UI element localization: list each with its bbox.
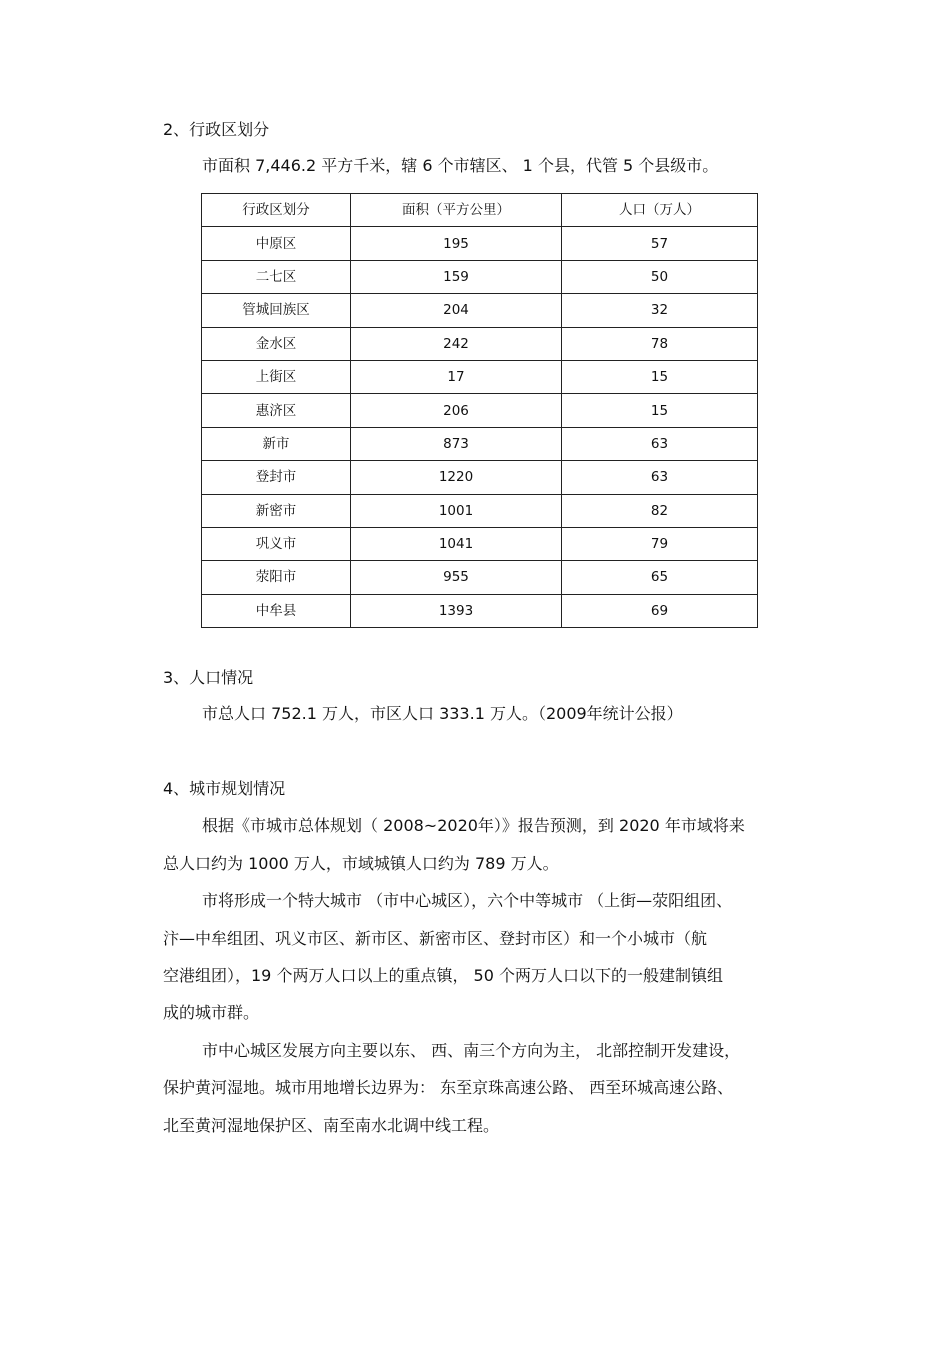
cell-district: 登封市	[202, 461, 351, 494]
table-row	[202, 260, 758, 293]
planning-paragraph-3-line: 保护黄河湿地。城市用地增长边界为： 东至京珠高速公路、 西至环城高速公路、	[163, 1078, 734, 1097]
planning-paragraph-1-line: 总人口约为 1000 万人，市域城镇人口约为 789 万人。	[163, 854, 559, 873]
cell-area: 242	[351, 327, 562, 360]
table-row	[202, 294, 758, 327]
column-header-district: 行政区划分	[202, 194, 351, 227]
cell-population: 63	[562, 461, 758, 494]
cell-district: 二七区	[202, 260, 351, 293]
district-table	[201, 193, 758, 628]
cell-area: 206	[351, 394, 562, 427]
section-3-heading: 3、人口情况	[163, 668, 254, 687]
section-2-heading: 2、行政区划分	[163, 120, 270, 139]
cell-district: 管城回族区	[202, 294, 351, 327]
planning-paragraph-2-line: 成的城市群。	[163, 1003, 260, 1022]
cell-area: 204	[351, 294, 562, 327]
table-row	[202, 360, 758, 393]
table-row	[202, 427, 758, 460]
cell-population: 82	[562, 494, 758, 527]
cell-district: 新市	[202, 427, 351, 460]
table-header-row	[202, 194, 758, 227]
cell-area: 195	[351, 227, 562, 260]
cell-district: 巩义市	[202, 527, 351, 560]
planning-paragraph-3-line: 市中心城区发展方向主要以东、 西、南三个方向为主， 北部控制开发建设，	[202, 1041, 741, 1060]
cell-population: 69	[562, 594, 758, 627]
cell-population: 50	[562, 260, 758, 293]
cell-population: 32	[562, 294, 758, 327]
cell-area: 1041	[351, 527, 562, 560]
table-row	[202, 494, 758, 527]
cell-area: 1001	[351, 494, 562, 527]
cell-area: 159	[351, 260, 562, 293]
area-summary: 市面积 7,446.2 平方千米，辖 6 个市辖区、 1 个县，代管 5 个县级市。	[202, 156, 719, 175]
planning-paragraph-2-line: 市将形成一个特大城市 （市中心城区），六个中等城市 （上街—荥阳组团、	[202, 891, 733, 910]
table-row	[202, 394, 758, 427]
cell-population: 63	[562, 427, 758, 460]
table-row	[202, 527, 758, 560]
planning-paragraph-2-line: 空港组团），19 个两万人口以上的重点镇， 50 个两万人口以下的一般建制镇组	[163, 966, 723, 985]
table-row	[202, 227, 758, 260]
section-4-heading: 4、城市规划情况	[163, 779, 286, 798]
table-row	[202, 594, 758, 627]
planning-paragraph-2-line: 汴—中牟组团、巩义市区、新市区、新密市区、登封市区）和一个小城市（航	[163, 929, 708, 948]
cell-district: 荥阳市	[202, 561, 351, 594]
column-header-area: 面积（平方公里）	[351, 194, 562, 227]
population-summary: 市总人口 752.1 万人，市区人口 333.1 万人。（2009年统计公报）	[202, 704, 683, 723]
cell-district: 金水区	[202, 327, 351, 360]
cell-area: 17	[351, 360, 562, 393]
column-header-population: 人口（万人）	[562, 194, 758, 227]
cell-population: 57	[562, 227, 758, 260]
table-row	[202, 327, 758, 360]
cell-population: 15	[562, 360, 758, 393]
planning-paragraph-1-line: 根据《市城市总体规划（ 2008~2020年）》报告预测，到 2020 年市域将来	[202, 816, 745, 835]
cell-district: 新密市	[202, 494, 351, 527]
cell-district: 上街区	[202, 360, 351, 393]
cell-area: 1220	[351, 461, 562, 494]
table-row	[202, 461, 758, 494]
cell-area: 873	[351, 427, 562, 460]
cell-area: 1393	[351, 594, 562, 627]
cell-district: 惠济区	[202, 394, 351, 427]
cell-district: 中原区	[202, 227, 351, 260]
cell-district: 中牟县	[202, 594, 351, 627]
table-row	[202, 561, 758, 594]
planning-paragraph-3-line: 北至黄河湿地保护区、南至南水北调中线工程。	[163, 1116, 500, 1135]
cell-population: 15	[562, 394, 758, 427]
cell-population: 78	[562, 327, 758, 360]
cell-area: 955	[351, 561, 562, 594]
cell-population: 79	[562, 527, 758, 560]
cell-population: 65	[562, 561, 758, 594]
